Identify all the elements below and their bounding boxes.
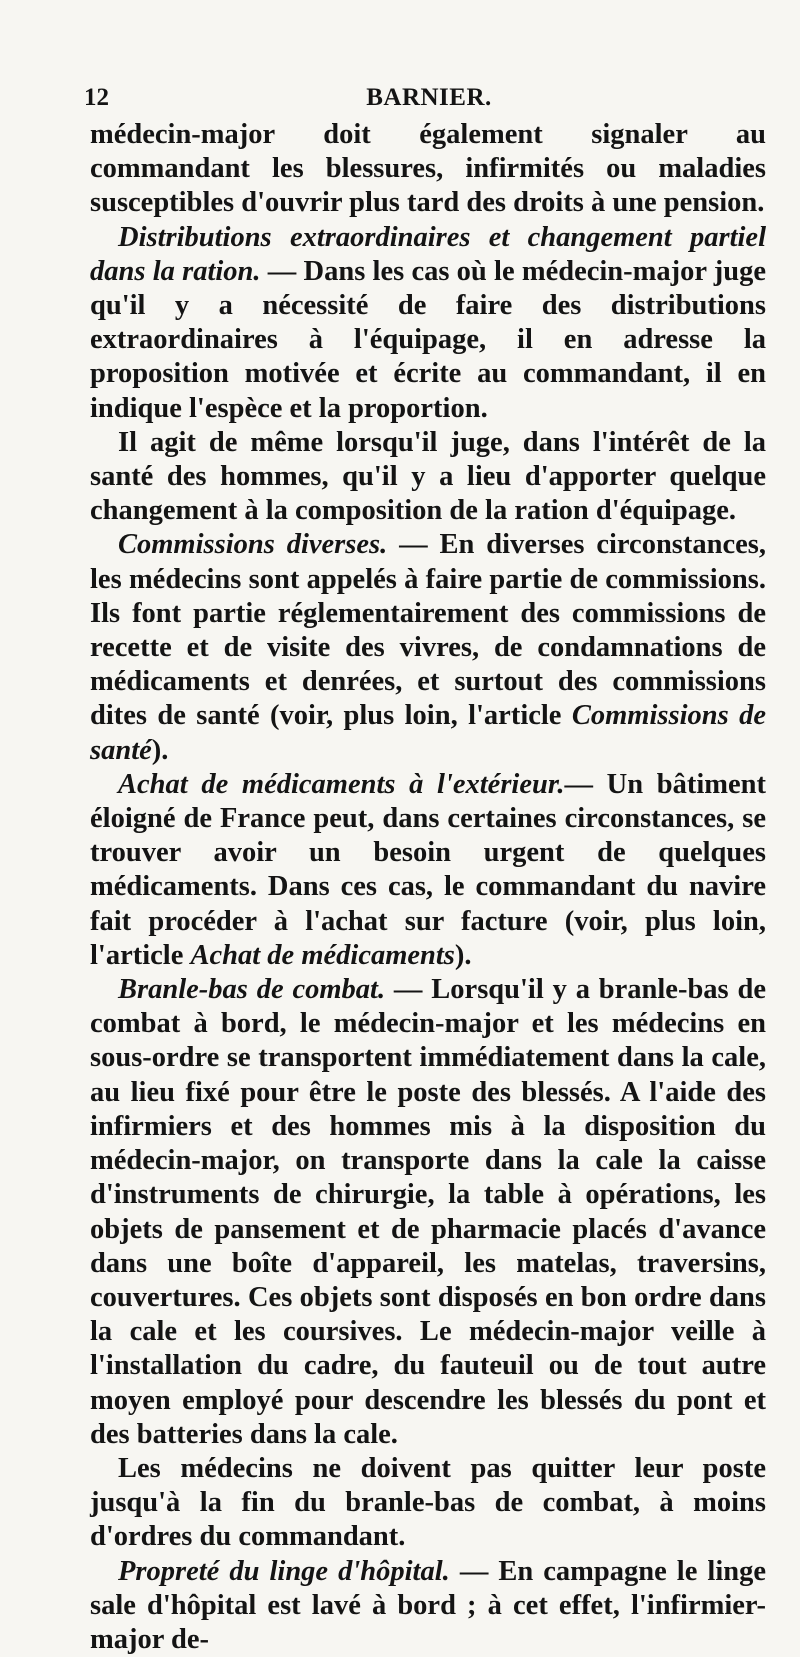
page-header [84,84,774,116]
text-run: — En diverses circonstances, les médecins sont appelés à faire partie de commissions. Ils font partie réglementairement des commissions de recette et de visite des vivres, de condamnations de médicaments et denrées, et surtout des commissions dites de santé (voir, plus loin, l'article [90,529,766,732]
text-run: — Dans les cas où le médecin-major juge qu'il y a nécessité de faire des distributions extraordinaires à l'équipage, il en adresse la proposition motivée et écrite au commandant, il en indique l'espèce et la proportion. [90,255,767,424]
text-run: Il agit de même lorsqu'il juge, dans l'intérêt de la santé des hommes, qu'il y a lieu d'apporter quelque changement à la composition de la ration d'équipage. [90,426,766,527]
section-heading: Propreté du linge d'hôpital. [118,1555,450,1587]
cross-reference: Achat de médicaments [190,939,455,971]
section-heading: Achat de médicaments à l'extérieur. [118,768,565,800]
text-run: — Lorsqu'il y a branle-bas de combat à bord, le médecin-major et les médecins en sous-ordre se transportent immédiatement dans la cale, au lieu fixé pour être le poste des blessés. A l'aide des infirmiers et des hommes mis à la disposition du médecin-major, on transporte dans la cale la caisse d'instruments de chirurgie, la table à opérations, les objets de pansement et de pharmacie placés d'avance dans une boîte d'appareil, les matelas, traversins, couvertures. Ces objets sont disposés en bon ordre dans la cale et les coursives. Le médecin-major veille à l'installation du cadre, du fauteuil ou de tout autre moyen employé pour descendre les blessés du pont et des batteries dans la cale. [90,974,766,1450]
section-heading: Branle-bas de combat. [118,974,386,1006]
paragraph [90,221,766,426]
paragraph [90,426,766,529]
text-run: Les médecins ne doivent pas quitter leur poste jusqu'à la fin du branle-bas de combat, à moins d'ordres du commandant. [90,1452,766,1553]
text-run: — Un bâtiment éloigné de France peut, dans certaines circonstances, se trouver avoir un besoin urgent de quelques médicaments. Dans ces cas, le commandant du navire fait procéder à l'achat sur facture (voir, plus loin, l'article [90,768,766,971]
paragraph [90,973,766,1452]
paragraph [90,118,766,221]
cross-reference: Commissions de santé [90,700,766,766]
paragraph [90,1555,766,1657]
text-run: — En campagne le linge sale d'hôpital est lavé à bord ; à cet effet, l'infirmier-major de- [90,1555,766,1655]
section-heading: Distributions extraordinaires et changement partiel dans la ration. [90,221,766,287]
section-heading: Commissions diverses. [118,529,388,561]
text-run: ). [454,939,472,971]
text-run: ). [151,734,169,766]
running-title: BARNIER. [366,84,492,111]
page-number: 12 [84,84,109,111]
paragraph [90,768,766,973]
text-run: médecin-major doit également signaler au commandant les blessures, infirmités ou maladies susceptibles d'ouvrir plus tard des droits à une pension. [90,119,766,219]
body-text [90,118,766,1657]
paragraph [90,528,766,767]
paragraph [90,1452,766,1555]
